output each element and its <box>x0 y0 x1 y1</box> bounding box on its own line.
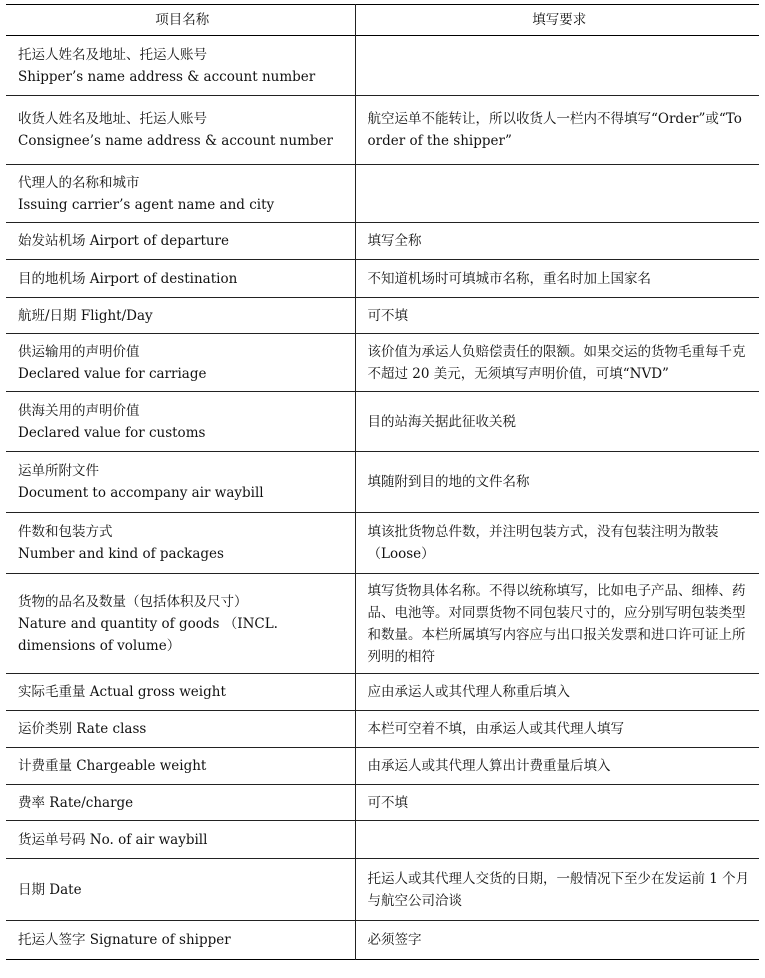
table-row <box>6 452 759 513</box>
table-row <box>6 711 759 748</box>
item-name-cell <box>6 674 355 711</box>
item-name-cell <box>6 334 355 392</box>
table-row <box>6 298 759 334</box>
item-name-primary: 件数和包装方式 <box>18 524 113 540</box>
item-name-primary: 托运人签字 Signature of shipper <box>18 932 231 948</box>
requirement-cell: 填随附到目的地的文件名称 <box>367 474 530 490</box>
item-name-primary: 日期 Date <box>18 881 82 898</box>
requirement-cell: 填写货物具体名称。不得以统称填写，比如电子产品、细棒、药品、电池等。对同票货物不同包装尺寸的，应分别写明包装类型和数量。本栏所属填写内容应与出口报关发票和进口许可证上所列明的相符 <box>367 582 746 665</box>
item-name-cell <box>6 785 355 821</box>
item-name-primary: 费率 Rate/charge <box>18 794 134 811</box>
table-row <box>6 748 759 785</box>
item-name-english: Shipper’s name address & account number <box>18 68 316 85</box>
requirement-cell: 由承运人或其代理人算出计费重量后填入 <box>367 758 611 774</box>
requirement-cell: 目的站海关据此征收关税 <box>367 413 516 430</box>
item-name-cell <box>6 36 355 96</box>
item-name-cell <box>6 859 355 921</box>
item-name-english: Declared value for customs <box>18 424 206 441</box>
item-name-english: Consignee’s name address & account number <box>18 133 333 149</box>
item-name-english: Declared value for carriage <box>18 365 207 382</box>
table-row <box>6 392 759 452</box>
item-name-primary: 运价类别 Rate class <box>18 721 147 737</box>
requirement-cell: 航空运单不能转让，所以收货人一栏内不得填写“Order”或“To order of the shipper” <box>367 111 742 149</box>
table-body <box>6 36 759 960</box>
item-name-english: Document to accompany air waybill <box>18 485 264 501</box>
table-row <box>6 574 759 674</box>
item-name-cell <box>6 711 355 748</box>
requirement-cell: 填该批货物总件数，并注明包装方式，没有包装注明为散装（Loose） <box>367 524 719 562</box>
table-row <box>6 36 759 96</box>
requirement-cell: 可不填 <box>367 307 408 324</box>
item-name-primary: 实际毛重量 Actual gross weight <box>18 684 226 700</box>
item-name-cell <box>6 513 355 574</box>
item-name-cell <box>6 96 355 165</box>
table-row <box>6 921 759 960</box>
item-name-cell <box>6 223 355 260</box>
requirement-cell <box>355 821 759 859</box>
waybill-field-table <box>6 4 759 960</box>
item-name-primary: 货运单号码 No. of air waybill <box>18 831 208 848</box>
table-row <box>6 785 759 821</box>
table-row <box>6 165 759 223</box>
item-name-primary: 供海关用的声明价值 <box>18 402 140 419</box>
item-name-cell <box>6 392 355 452</box>
table-row <box>6 674 759 711</box>
item-name-cell <box>6 574 355 674</box>
header-requirement: 填写要求 <box>532 12 587 28</box>
item-name-cell <box>6 165 355 223</box>
item-name-primary: 计费重量 Chargeable weight <box>18 758 207 774</box>
item-name-primary: 运单所附文件 <box>18 463 99 479</box>
requirement-cell: 托运人或其代理人交货的日期，一般情况下至少在发运前 1 个月与航空公司洽谈 <box>367 870 750 909</box>
item-name-english: Issuing carrier’s agent name and city <box>18 196 275 213</box>
requirement-cell: 填写全称 <box>367 233 422 249</box>
requirement-cell: 该价值为承运人负赔偿责任的限额。如果交运的货物毛重每千克不超过 20 美元，无须填写声明价值，可填“NVD” <box>367 343 746 382</box>
item-name-primary: 托运人姓名及地址、托运人账号 <box>18 46 207 63</box>
item-name-english: Nature and quantity of goods （INCL. dimensions of volume） <box>18 615 278 654</box>
requirement-cell: 本栏可空着不填，由承运人或其代理人填写 <box>367 721 624 737</box>
item-name-cell <box>6 452 355 513</box>
item-name-primary: 收货人姓名及地址、托运人账号 <box>18 111 207 127</box>
table-row <box>6 859 759 921</box>
table-row <box>6 96 759 165</box>
item-name-cell <box>6 921 355 960</box>
requirement-cell: 必须签字 <box>367 932 422 948</box>
item-name-primary: 目的地机场 Airport of destination <box>18 270 238 287</box>
table-row <box>6 334 759 392</box>
requirement-cell: 可不填 <box>367 794 408 811</box>
header-item-name: 项目名称 <box>6 5 355 36</box>
table-row <box>6 223 759 260</box>
item-name-primary: 供运输用的声明价值 <box>18 343 140 360</box>
requirement-cell: 不知道机场时可填城市名称，重名时加上国家名 <box>367 270 651 287</box>
item-name-english: Number and kind of packages <box>18 546 224 562</box>
item-name-cell <box>6 821 355 859</box>
requirement-cell <box>355 165 759 223</box>
requirement-cell: 应由承运人或其代理人称重后填入 <box>367 684 570 700</box>
item-name-primary: 始发站机场 Airport of departure <box>18 233 230 249</box>
table-header-row <box>6 5 759 36</box>
item-name-primary: 航班/日期 Flight/Day <box>18 307 153 324</box>
table-row <box>6 260 759 298</box>
item-name-cell <box>6 260 355 298</box>
table-row <box>6 821 759 859</box>
item-name-cell <box>6 748 355 785</box>
item-name-primary: 代理人的名称和城市 <box>18 174 140 191</box>
requirement-cell <box>355 36 759 96</box>
table-row <box>6 513 759 574</box>
item-name-primary: 货物的品名及数量（包括体积及尺寸） <box>18 593 248 610</box>
item-name-cell <box>6 298 355 334</box>
